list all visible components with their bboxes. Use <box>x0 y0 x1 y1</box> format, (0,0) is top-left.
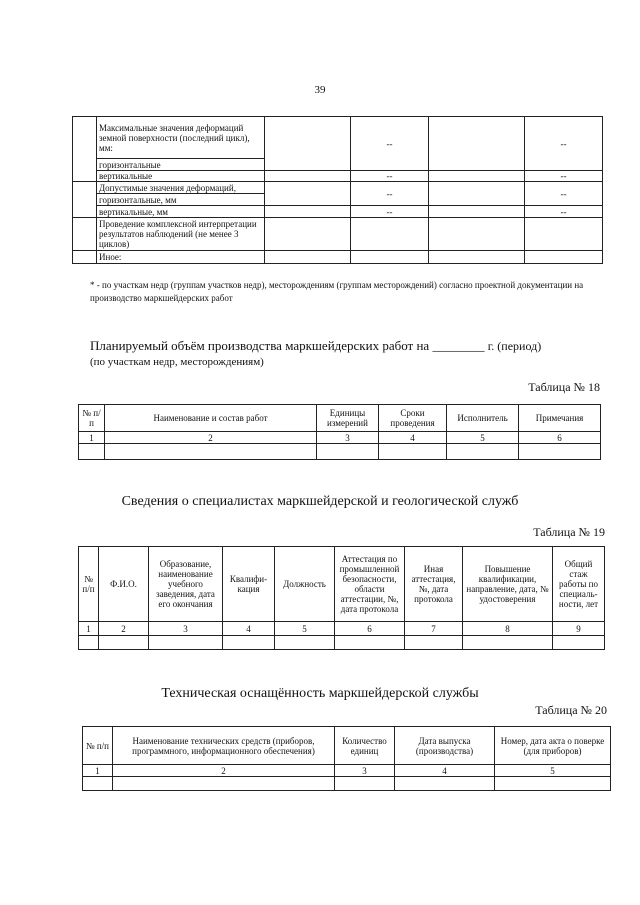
plan-period: г. (период) <box>487 339 542 353</box>
table20-caption: Таблица № 20 <box>535 703 607 717</box>
table-header-row <box>79 405 601 432</box>
column-number-row: 1 2 3 4 5 <box>83 765 611 777</box>
col-header: № п/п <box>79 547 99 622</box>
col-header: Наименование и состав работ <box>105 405 317 432</box>
col-header: Повышение квалификации, направление, дата, № удостоверения <box>463 547 553 622</box>
table-row <box>73 218 603 251</box>
row-label: вертикальные, мм <box>97 206 265 218</box>
table-row <box>83 777 611 791</box>
table-row: вертикальные, мм -- -- <box>73 206 603 218</box>
plan-heading <box>90 336 610 356</box>
page-number: 39 <box>314 84 326 96</box>
row-label: Проведение комплексной интерпретации результатов наблюдений (не менее 3 циклов) <box>97 218 265 251</box>
plan-blank: ________ <box>432 338 485 353</box>
col-header: Исполнитель <box>447 405 519 432</box>
plan-subtitle: (по участкам недр, месторождениям) <box>90 356 264 368</box>
row-label: вертикальные <box>97 171 265 182</box>
plan-title: Планируемый объём производства маркшейдерских работ на <box>90 338 430 353</box>
row-label: Иное: <box>97 251 265 264</box>
table-row <box>79 636 605 650</box>
column-number-row: 1 2 3 4 5 6 <box>79 432 601 444</box>
footnote: * - по участкам недр (группам участков недр), месторождениям (группам месторождений) согласно проектной документации на производство маркшейдерских работ <box>90 280 584 303</box>
col-header: Общий стаж работы по специаль-ности, лет <box>553 547 605 622</box>
table18-caption: Таблица № 18 <box>528 380 600 394</box>
table-header-row <box>83 727 611 765</box>
section19-title: Сведения о специалистах маркшейдерской и геологической служб <box>121 494 519 509</box>
section20-title: Техническая оснащённость маркшейдерской службы <box>161 686 479 701</box>
table-18 <box>78 404 601 460</box>
col-header: Дата выпуска (производства) <box>395 727 495 765</box>
table-19 <box>78 546 605 650</box>
col-header: Должность <box>275 547 335 622</box>
table-row: вертикальные -- -- <box>73 171 603 182</box>
col-header: Ф.И.О. <box>99 547 149 622</box>
table-row <box>73 251 603 264</box>
col-header: № п/п <box>79 405 105 432</box>
col-header: Наименование технических средств (приборов, программного, информационного обеспечения) <box>113 727 335 765</box>
col-header: Образование, наименование учебного заведения, дата его окончания <box>149 547 223 622</box>
col-header: Сроки проведения <box>379 405 447 432</box>
row-label: горизонтальные, мм <box>97 194 265 206</box>
table-20 <box>82 726 611 791</box>
column-number-row: 1 2 3 4 5 6 7 8 9 <box>79 622 605 636</box>
col-header: Примечания <box>519 405 601 432</box>
col-header: Количество единиц <box>335 727 395 765</box>
table-row <box>79 444 601 460</box>
col-header: Единицы измерений <box>317 405 379 432</box>
table-row: Допустимые значения деформаций, -- -- <box>73 182 603 194</box>
row-label: Максимальные значения деформаций земной поверхности (последний цикл), мм: <box>97 117 265 159</box>
table-row: Максимальные значения деформаций земной поверхности (последний цикл), мм: -- -- <box>73 117 603 159</box>
row-label: горизонтальные <box>97 159 265 171</box>
table19-caption: Таблица № 19 <box>533 525 605 539</box>
col-header: Квалифи-кация <box>223 547 275 622</box>
col-header: Номер, дата акта о поверке (для приборов) <box>495 727 611 765</box>
table-header-row <box>79 547 605 622</box>
col-header: Иная аттестация, №, дата протокола <box>405 547 463 622</box>
col-header: № п/п <box>83 727 113 765</box>
row-label: Допустимые значения деформаций, <box>97 182 265 194</box>
deformation-table <box>72 116 603 264</box>
col-header: Аттестация по промышленной безопасности, области аттестации, №, дата протокола <box>335 547 405 622</box>
